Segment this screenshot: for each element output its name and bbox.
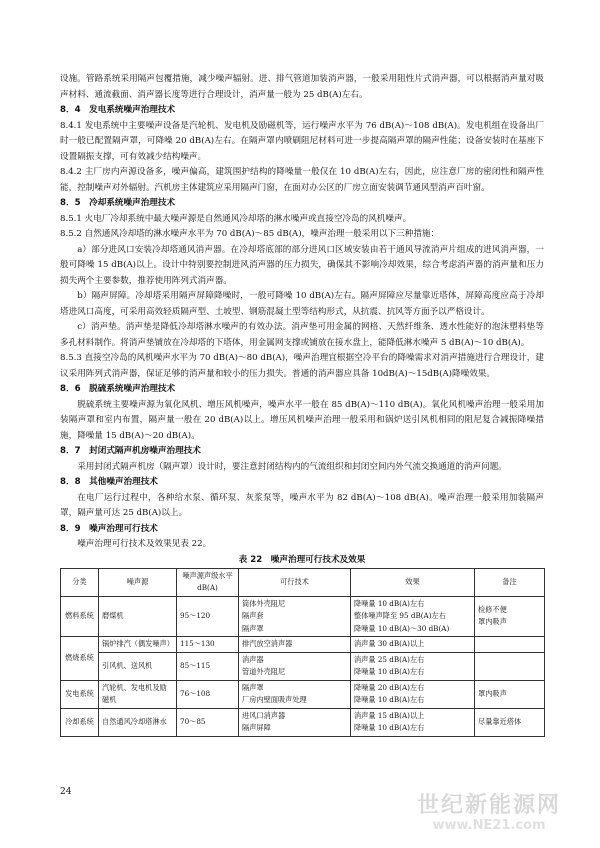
cell-line: 隔声罩 [242,682,264,692]
document-body [60,72,544,737]
heading-8-5: 8．5 冷却系统噪声治理技术 [60,198,176,208]
table-header-row [61,568,545,596]
watermark-line2: www.NE21.com [432,818,546,833]
paragraph-8-9: 噪声治理可行技术及效果见表 22。 [77,539,212,549]
header-tech: 可行技术 [239,568,351,596]
cell-line: 隔声罩 [242,623,264,633]
cell-line: 管道外壳阻尼 [242,667,286,676]
heading-8-7: 8．7 封闭式隔声机房噪声治理技术 [60,446,201,456]
cell-line: 降噪量 10 dB(A)～30 dB(A) [354,623,450,633]
cell-line: 降噪量 20 dB(A)左右 [354,682,425,692]
cell-remark [475,652,545,680]
watermark-line1: 世纪新能源网 [416,793,561,818]
cell-effect [351,680,475,708]
cell-level: 95～120 [177,596,239,637]
paragraph-8-5-1: 8.5.1 火电厂冷却系统中最大噪声源是自然通风冷却塔的淋水噪声或直接空冷岛的风机噪声。 [60,213,412,224]
cell-source: 汽轮机、发电机及励磁机 [99,680,177,708]
cell-tech [239,652,351,680]
cell-effect [351,708,475,736]
cell-line: 降噪量 10 dB(A)左右 [354,667,425,676]
cell-line: 消声量 15 dB(A)以上 [354,710,425,720]
cell-effect [351,652,475,680]
cell-effect [351,596,475,637]
cell-line: 检修不便 [478,604,507,614]
cell-level: 115～130 [177,637,239,653]
table-row [61,596,545,637]
heading-8-4: 8．4 发电系统噪声治理技术 [60,105,176,115]
noise-control-table [60,568,545,737]
cell-tech [239,708,351,736]
cell-source: 自然通风冷却塔淋水 [99,708,177,736]
cell-line: 消声器 [242,654,264,664]
cell-level: 85～115 [177,652,239,680]
cell-source: 锅炉排汽（偶发噪声） [99,637,177,653]
page-number: 24 [60,787,72,797]
cell-tech: 排汽放空消声器 [239,637,351,653]
heading-8-9: 8．9 噪声治理可行技术 [60,523,158,534]
paragraph-8-7: 采用封闭式隔声机房（隔声罩）设计时，要注意封闭结构内的气流组织和封闭空间内外气流交换通道的消声问题。 [77,461,507,472]
paragraph-8-5-2-c: c）消声垫。消声垫是降低冷却塔淋水噪声的有效办法。消声垫可用金属的网格、天然纤维条、透水性能好的泡沫塑料垫等多孔材料制作。将消声垫铺放在冷却塔的下塔体，用金属网支撑或铺放在接水盘上，能降低淋水噪声 5 dB(A)～10 dB(A)。 [60,322,544,348]
cell-line: 降噪量 10 dB(A)左右 [354,723,425,732]
heading-8-6: 8．6 脱硫系统噪声治理技术 [60,384,176,394]
cell-category: 冷却系统 [61,708,99,736]
table-row [61,652,545,680]
cell-line: 降噪量 10 dB(A)左右 [354,598,425,608]
cell-source: 磨煤机 [99,596,177,637]
heading-8-8: 8．8 其他噪声治理技术 [60,477,158,487]
header-category: 分类 [61,568,99,596]
cell-level: 70～85 [177,708,239,736]
paragraph-8-6: 脱硫系统主要噪声源为氧化风机、增压风机噪声，噪声水平一般在 85 dB(A)～110 dB(A)。氧化风机噪声治理一般采用加装隔声罩和室内布置，隔声量一般在 20 dB(A)以上。增压风机噪声治理一般采用和锅炉送引风机相同的阻尼复合减振降噪措施，降噪量 15 dB(A)～20 dB(A)。 [60,399,544,441]
cell-line: 整体噪声降至 95 dB(A)左右 [354,611,446,620]
cell-line: 隔声屏障 [242,723,271,732]
cell-line: 厂房内壁面吸声处理 [242,695,307,704]
paragraph-8-5-3: 8.5.3 直接空冷岛的风机噪声水平为 70 dB(A)～80 dB(A)，噪声治理宜根据空冷平台的降噪需求对消声措施进行合理设计，建议采用阵列式消声器，保证足够的消声量和较小的压力损失。普通的消声器应具备 10dB(A)～15dB(A)降噪效果。 [60,353,544,379]
cell-line: 降噪量 10 dB(A)左右 [354,695,425,704]
cell-remark [475,596,545,637]
cell-source: 引风机、送风机 [99,652,177,680]
cell-line: 筒体外壳阻尼 [242,598,286,608]
table-row [61,637,545,653]
watermark-logo [394,793,584,833]
cell-category: 燃烧系统 [61,637,99,681]
cell-remark: 罩内吸声 [475,680,545,708]
cell-line: 隔声套 [242,611,264,620]
header-remark: 备注 [475,568,545,596]
paragraph-8-4-1: 8.4.1 发电系统中主要噪声设备是汽轮机、发电机及励磁机等，运行噪声水平为 76 dB(A)～108 dB(A)。发电机组在设备出厂时一般已配置隔声罩，可降噪 20 dB(A)左右。在隔声罩内喷刷阻尼材料可进一步提高隔声罩的隔声性能；设备安装时在基座下设置隔振支撑，可有效减少结构噪声。 [60,120,544,162]
table-title: 表 22 噪声治理可行技术及效果 [238,554,366,565]
cell-line: 进风口消声器 [242,710,286,720]
header-level: 噪声源声级水平 dB(A) [177,568,239,596]
cell-line: 消声量 25 dB(A)左右 [354,654,425,664]
paragraph-8-5-2: 8.5.2 自然通风冷却塔的淋水噪声水平为 70 dB(A)～85 dB(A)，噪声治理一般采用以下三种措施： [60,229,440,239]
cell-line: 罩内吸声 [478,617,507,627]
cell-remark [475,637,545,653]
paragraph-8-5-2-a: a）部分进风口安装冷却塔通风消声器。在冷却塔底部的部分进风口区域安装由若干通风导流消声片组成的进风消声器，一般可降噪 15 dB(A)以上。设计中特别要控制进风消声器的压力损失，确保其不影响冷却效果，综合考虑消声器的消声量和压力损失两个主要参数，推荐使用阵列式消声器。 [60,244,544,286]
paragraph-8-8: 在电厂运行过程中，各种给水泵、循环泵、灰浆泵等，噪声水平为 82 dB(A)～108 dB(A)。噪声治理一般采用加装隔声罩，隔声量可达 25 dB(A)以上。 [60,492,544,518]
paragraph-8-5-2-b: b）隔声屏障。冷却塔采用隔声屏障降噪时，一般可降噪 10 dB(A)左右。隔声屏障应尽量靠近塔体，屏障高度应高于冷却塔进风口高度，可采用高效轻质隔声型、土坡型、钢筋混凝土型等结构形式，从抗震、抗风等方面予以严格设计。 [60,291,544,317]
cell-effect: 消声量 30 dB(A)以上 [351,637,475,653]
cell-tech [239,596,351,637]
paragraph-8-4-2: 8.4.2 主厂房内声源设备多，噪声偏高，建筑围护结构的降噪量一般仅在 10 dB(A)左右，因此，应注意厂房的密闭性和隔声性能，控制噪声对外辐射。汽机房主体建筑应采用隔声门窗，在面对办公区的厂房立面安装调节通风型消声百叶窗。 [60,167,544,193]
paragraph-intro: 设施。管路系统采用隔声包覆措施，减少噪声辐射。进、排气管道加装消声器，一般采用阻性片式消声器，可以根据消声量对吸声材料、通流截面、消声器长度等进行合理设计，消声量一般为 25 dB(A)左右。 [60,74,544,100]
table-row [61,680,545,708]
header-source: 噪声源 [99,568,177,596]
cell-remark: 尽量靠近塔体 [475,708,545,736]
cell-tech [239,680,351,708]
cell-category: 燃料系统 [61,596,99,637]
cell-category: 发电系统 [61,680,99,708]
cell-level: 76～108 [177,680,239,708]
table-row [61,708,545,736]
header-effect: 效果 [351,568,475,596]
